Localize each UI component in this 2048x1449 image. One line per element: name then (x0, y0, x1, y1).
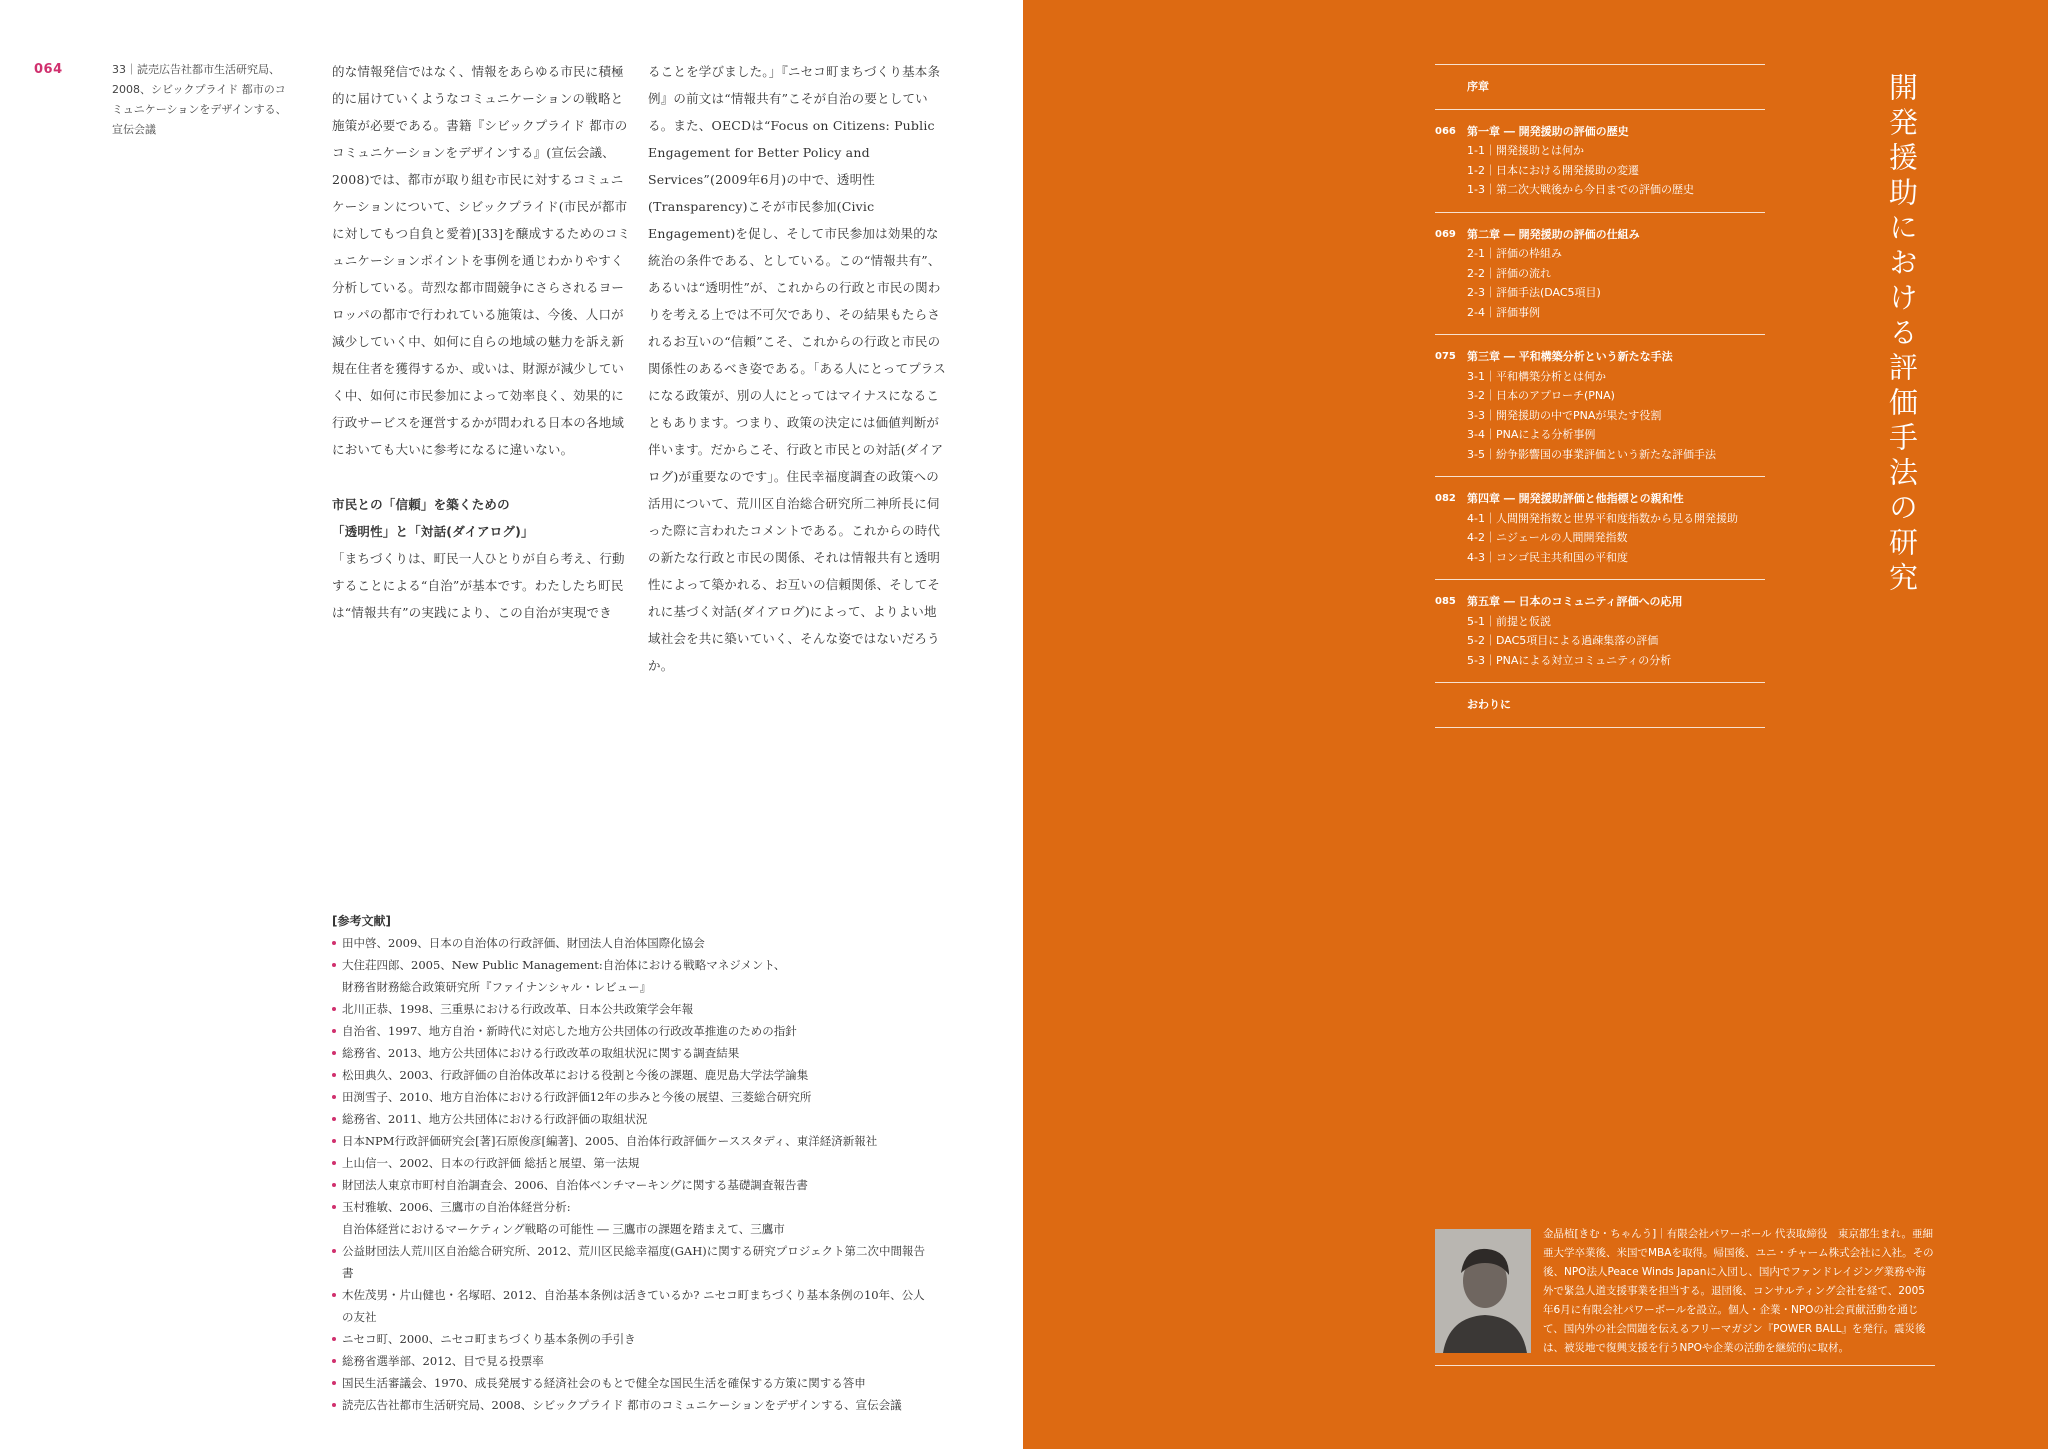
reference-line: 日本NPM行政評価研究会[著]石原俊彦[編著]、2005、自治体行政評価ケーススタディ、東洋経済新報社 (342, 1134, 878, 1148)
toc-subsection: 3-1｜平和構築分析とは何か (1467, 369, 1606, 383)
toc-section (1435, 682, 1765, 728)
footnote: 33｜読売広告社都市生活研究局、2008、シビックプライド 都市のコミュニケーションをデザインする、宣伝会議 (112, 63, 287, 136)
toc-subsection: 5-2｜DAC5項目による過疎集落の評価 (1467, 634, 1659, 647)
text-column-2 (648, 58, 948, 679)
toc-chapter-title: 第四章 ― 開発援助評価と他指標との親和性 (1467, 492, 1684, 505)
reference-line: 総務省、2011、地方公共団体における行政評価の取組状況 (342, 1112, 648, 1126)
reference-item (332, 1064, 932, 1086)
person-icon (1435, 1229, 1531, 1353)
paragraph: 「まちづくりは、町民一人ひとりが自ら考え、行動することによる“自治”が基本です。わたしたち町民は“情報共有”の実践により、この自治が実現でき (332, 551, 625, 620)
toc-page-number (1435, 695, 1467, 715)
toc-page-number: 082 (1435, 493, 1456, 504)
reference-line: 公益財団法人荒川区自治総合研究所、2012、荒川区民総幸福度(GAH)に関する研究プロジェクト第二次中間報告書 (342, 1244, 926, 1280)
table-of-contents (1435, 64, 1765, 728)
author-profile (1435, 1225, 1935, 1366)
reference-item (332, 954, 932, 998)
reference-line: 総務省選挙部、2012、目で見る投票率 (342, 1354, 544, 1368)
section-heading-line-1: 市民との「信頼」を築くための (332, 497, 510, 512)
toc-subsection: 1-2｜日本における開発援助の変遷 (1467, 163, 1639, 177)
reference-item (332, 1130, 932, 1152)
toc-chapter-title: おわりに (1467, 698, 1511, 711)
toc-subsection: 2-3｜評価手法(DAC5項目) (1467, 286, 1601, 299)
toc-subsection: 2-1｜評価の枠組み (1467, 247, 1562, 260)
paragraph: ることを学びました。」『ニセコ町まちづくり基本条例』の前文は“情報共有”こそが自治の要としている。また、OECDは“Focus on Citizens: Public Engagement for Better Policy and Services”(2009年6月)の中で、透明性(Transparency)こそが市民参加(Civic Engagement)を促し、そして市民参加は効果的な統治の条件である、としている。この“情報共有”、あるいは“透明性”が、これからの行政と市民の関わりを考える上では不可欠であり、その結果もたらされるお互いの“信頼”こそ、これからの行政と市民の関係性のあるべき姿である。「ある人にとってプラスになる政策が、別の人にとってはマイナスになることもあります。つまり、政策の決定には価値判断が伴います。だからこそ、行政と市民との対話(ダイアログ)が重要なのです」。住民幸福度調査の政策への活用について、荒川区自治総合研究所二神所長に伺った際に言われたコメントである。これからの時代の新たな行政と市民の関係、それは情報共有と透明性によって築かれる、お互いの信頼関係、そしてそれに基づく対話(ダイアログ)によって、よりよい地域社会を共に築いていく、そんな姿ではないだろうか。 (648, 64, 946, 673)
toc-page-number: 069 (1435, 228, 1456, 240)
reference-line: 総務省、2013、地方公共団体における行政改革の取組状況に関する調査結果 (342, 1046, 740, 1060)
toc-subsection: 3-5｜紛争影響国の事業評価という新たな評価手法 (1467, 447, 1716, 461)
reference-line-continued: 財務省財務総合政策研究所『ファイナンシャル・レビュー』 (342, 980, 652, 994)
toc-subsection: 5-1｜前提と仮説 (1467, 614, 1551, 628)
reference-line: 木佐茂男・片山健也・名塚昭、2012、自治基本条例は活きているか? ニセコ町まちづくり基本条例の10年、公人の友社 (342, 1288, 925, 1324)
reference-item (332, 1372, 932, 1394)
reference-item (332, 1108, 932, 1130)
reference-line: 玉村雅敏、2006、三鷹市の自治体経営分析: (342, 1200, 571, 1214)
toc-section (1435, 64, 1765, 109)
reference-line: ニセコ町、2000、ニセコ町まちづくり基本条例の手引き (342, 1332, 636, 1346)
toc-page-number: 075 (1435, 351, 1456, 362)
toc-subsection: 2-2｜評価の流れ (1467, 266, 1551, 280)
toc-subsection: 1-1｜開発援助とは何か (1467, 144, 1584, 157)
reference-item (332, 1042, 932, 1064)
toc-page-number: 066 (1435, 125, 1456, 137)
toc-chapter-row (1435, 592, 1765, 612)
text-column-1 (332, 58, 632, 626)
toc-page-number (1435, 77, 1467, 97)
toc-chapter-title: 第一章 ― 開発援助の評価の歴史 (1467, 124, 1629, 138)
toc-chapter-row (1435, 77, 1765, 97)
reference-line: 上山信一、2002、日本の行政評価 総括と展望、第一法規 (342, 1156, 640, 1170)
references-list (332, 932, 932, 1416)
toc-chapter-title: 第二章 ― 開発援助の評価の仕組み (1467, 227, 1640, 241)
author-bio: 金晶植[きむ・ちゃんう]｜有限会社パワーボール 代表取締役 東京都生まれ。亜細亜大学卒業後、米国でMBAを取得。帰国後、ユニ・チャーム株式会社に入社。その後、NPO法人Peace Winds Japanに入団し、国内でファンドレイジング業務や海外で緊急人道支援事業を担当する。退団後、コンサルティング会社を経て、2005年6月に有限会社パワーボールを設立。個人・企業・NPOの社会貢献活動を通じて、国内外の社会問題を伝えるフリーマガジン『POWER BALL』を発行。震災後は、被災地で復興支援を行うNPOや企業の活動を継続的に取材。 (1543, 1228, 1934, 1354)
reference-line: 北川正恭、1998、三重県における行政改革、日本公共政策学会年報 (342, 1002, 694, 1016)
section-heading (332, 491, 632, 545)
toc-chapter-row (1435, 225, 1765, 245)
reference-item (332, 1174, 932, 1196)
reference-item (332, 1328, 932, 1350)
toc-subsection: 2-4｜評価事例 (1467, 305, 1540, 319)
reference-line: 田中啓、2009、日本の自治体の行政評価、財団法人自治体国際化協会 (342, 936, 705, 950)
toc-chapter-title: 序章 (1467, 80, 1489, 93)
reference-item (332, 1394, 932, 1416)
reference-item (332, 1196, 932, 1240)
book-title: 開発援助における評価手法の研究 (1885, 72, 1919, 597)
toc-chapter-row (1435, 489, 1765, 509)
toc-subsection: 3-2｜日本のアプローチ(PNA) (1467, 389, 1615, 402)
reference-item (332, 1152, 932, 1174)
toc-section (1435, 334, 1765, 476)
toc-section (1435, 476, 1765, 579)
toc-section (1435, 212, 1765, 335)
reference-line: 国民生活審議会、1970、成長発展する経済社会のもとで健全な国民生活を確保する方策に関する答申 (342, 1376, 866, 1390)
toc-chapter-title: 第五章 ― 日本のコミュニティ評価への応用 (1467, 595, 1683, 608)
reference-item (332, 932, 932, 954)
toc-subsection: 4-1｜人間開発指数と世界平和度指数から見る開発援助 (1467, 511, 1738, 525)
right-page (1023, 0, 2048, 1449)
left-page (0, 0, 1023, 1449)
toc-page-number: 085 (1435, 596, 1456, 607)
toc-section (1435, 109, 1765, 212)
reference-item (332, 1020, 932, 1042)
section-heading-line-2: 「透明性」と「対話(ダイアログ)」 (332, 524, 534, 539)
toc-subsection: 4-2｜ニジェールの人間開発指数 (1467, 531, 1628, 544)
toc-section (1435, 579, 1765, 682)
references-title: [参考文献] (332, 914, 391, 928)
reference-item (332, 1240, 932, 1284)
reference-line: 田渕雪子、2010、地方自治体における行政評価12年の歩みと今後の展望、三菱総合研究所 (342, 1090, 812, 1104)
toc-subsection: 3-4｜PNAによる分析事例 (1467, 428, 1596, 441)
reference-item (332, 1350, 932, 1372)
reference-item (332, 998, 932, 1020)
reference-line: 読売広告社都市生活研究局、2008、シビックプライド 都市のコミュニケーションをデザインする、宣伝会議 (342, 1398, 902, 1412)
author-photo (1435, 1229, 1531, 1353)
toc-chapter-row (1435, 122, 1765, 142)
toc-subsection: 1-3｜第二次大戦後から今日までの評価の歴史 (1467, 183, 1694, 196)
page-number: 064 (34, 62, 63, 77)
reference-item (332, 1086, 932, 1108)
toc-chapter-row (1435, 695, 1765, 715)
toc-subsection: 3-3｜開発援助の中でPNAが果たす役割 (1467, 408, 1662, 422)
reference-line: 大住荘四郎、2005、New Public Management:自治体における戦略マネジメント、 (342, 958, 786, 972)
toc-subsection: 5-3｜PNAによる対立コミュニティの分析 (1467, 653, 1672, 667)
toc-chapter-title: 第三章 ― 平和構築分析という新たな手法 (1467, 350, 1673, 363)
reference-line: 松田典久、2003、行政評価の自治体改革における役割と今後の課題、鹿児島大学法学論集 (342, 1068, 809, 1082)
reference-item (332, 1284, 932, 1328)
references (332, 910, 932, 1416)
toc-chapter-row (1435, 347, 1765, 367)
reference-line: 財団法人東京市町村自治調査会、2006、自治体ベンチマーキングに関する基礎調査報告書 (342, 1178, 808, 1192)
toc-subsection: 4-3｜コンゴ民主共和国の平和度 (1467, 550, 1628, 564)
reference-line-continued: 自治体経営におけるマーケティング戦略の可能性 ― 三鷹市の課題を踏まえて、三鷹市 (342, 1222, 785, 1236)
reference-line: 自治省、1997、地方自治・新時代に対応した地方公共団体の行政改革推進のための指針 (342, 1024, 797, 1038)
paragraph: 的な情報発信ではなく、情報をあらゆる市民に積極的に届けていくようなコミュニケーションの戦略と施策が必要である。書籍『シビックプライド 都市のコミュニケーションをデザインする』(宣伝会議、2008)では、都市が取り組む市民に対するコミュニケーションについて、シビックプライド(市民が都市に対してもつ自負と愛着)[33]を醸成するためのコミュニケーションポイントを事例を通じわかりやすく分析している。苛烈な都市間競争にさらされるヨーロッパの都市で行われている施策は、今後、人口が減少していく中、如何に自らの地域の魅力を訴え新規在住者を獲得するか、或いは、財源が減少していく中、如何に市民参加によって効率良く、効果的に行政サービスを運営するかが問われる日本の各地域においても大いに参考になるに違いない。 (332, 64, 631, 457)
